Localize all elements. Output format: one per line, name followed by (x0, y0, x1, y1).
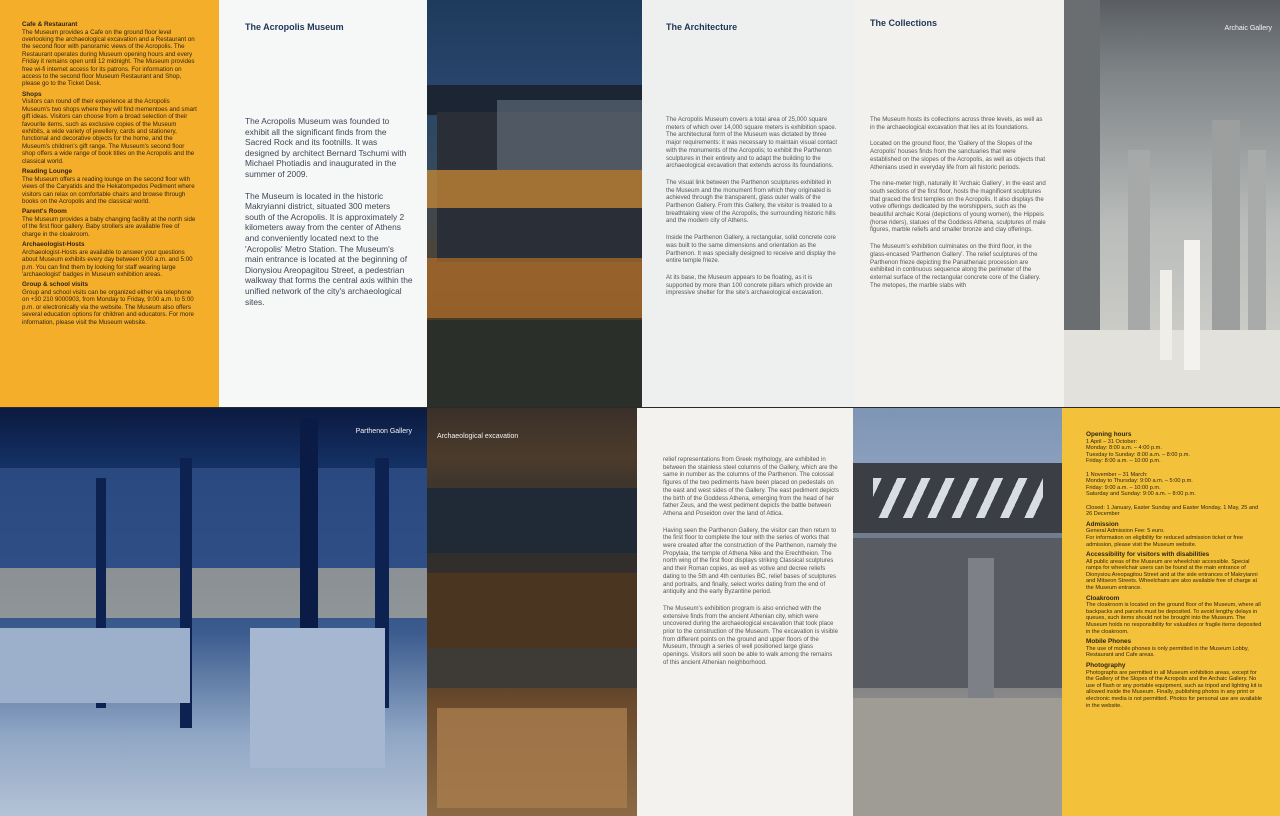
collections-panel (854, 0, 1064, 407)
continued-paragraph-2: Having seen the Parthenon Gallery, the visitor can then return to the first floor to complete the tour with the series of works that were created after the construction of the Parthenon, namely the Propylaia, the temple of Athena Nike and the Erechtheion. The north wing of the first floor displays striking Classical sculptures and their Roman copies, as well as votive and decree reliefs dating to the 5th and 4th centuries BC, relief bases of sculptures and portraits, and finally, select works dating from the end of antiquity and the early Byzantine period. (663, 526, 837, 596)
excavation-label: Archaeological excavation (437, 433, 519, 440)
collections-paragraph-1: The Museum hosts its collections across three levels, as well as in the archaeological excavation that lies at its foundations. (870, 116, 1043, 131)
info-section-line: General Admission Fee: 5 euro. (1086, 528, 1165, 535)
service-section-heading: Shops (22, 90, 42, 98)
service-section-text: The Museum provides a baby changing facility at the north side of the first floor gallery. Baby strollers are available free of charge in the cloakroom. (22, 215, 196, 238)
service-section-text: The Museum provides a Cafe on the ground floor level overlooking the archaeological excavation and a Restaurant on the second floor with panoramic views of the Acropolis. The Restaurant operates during Museum opening hours and every Friday it remains open until 12 midnight. The Museum provides free wi-fi internet access for its patrons. For information on access to the second floor Museum Restaurant and Shop, please go to the Ticket Desk. (22, 28, 195, 88)
museum-intro-panel (219, 0, 427, 407)
continued-paragraph-3: The Museum's exhibition program is also enriched with the extensive finds from the ancient Athenian city, which were uncovered during the archaeological excavation that took place prior to the construction of the Museum. The excavation is visible from different points on the ground and upper floors of the Museum, through a series of well positioned large glass openings. Visitors will soon be able to walk among the remains of this ancient Athenian neighborhood. (663, 604, 838, 666)
service-section-heading: Group & school visits (22, 281, 89, 289)
archaic-gallery-label: Archaic Gallery (1224, 25, 1272, 32)
architecture-paragraph-4: At its base, the Museum appears to be floating, as it is supported by more than 100 concrete pillars which provide an impressive shelter for the site's archaeological excavation. (666, 273, 833, 297)
visitor-info-panel (1062, 408, 1280, 816)
collections-paragraph-3: The nine-meter high, naturally lit 'Archaic Gallery', in the east and south sections of the first floor, hosts the magnificent sculptures that graced the first temples on the Acropolis. It also displays the votive offerings dedicated by the worshippers, such as the beautiful archaic Korai (depictions of young women), the Hippeis (horse riders), statues of the Goddess Athena, sculptures of male figures, marble reliefs and smaller bronze and clay offerings. (870, 180, 1046, 234)
collections-title: The Collections (870, 18, 938, 28)
info-section-line: Monday: 8:00 a.m. – 4:00 p.m. (1086, 445, 1162, 452)
architecture-paragraph-3: Inside the Parthenon Gallery, a rectangular, solid concrete core was built to the same dimensions and orientation as the Parthenon. It was specially designed to receive and display the entire temple frieze. (666, 234, 836, 265)
services-sections (22, 21, 199, 326)
info-section-line: Photographs are permitted in all Museum exhibition areas, except for the Gallery of the Slopes of the Acropolis and the Archaic Gallery. No use of flash or any portable equipment, such as tripod and lighting kit is allowed inside the Museum. Finally, publishing photos in any print or electronic media is not permitted. Photos for personal use are available in the website. (1086, 669, 1262, 709)
parthenon-gallery-label: Parthenon Gallery (355, 428, 412, 435)
info-section-heading: Accessibility for visitors with disabilities (1086, 551, 1210, 559)
architecture-title: The Architecture (666, 22, 738, 32)
info-section-line: Friday: 8:00 a.m. – 10:00 p.m. (1086, 458, 1161, 465)
service-section-heading: Archaeologist-Hosts (22, 241, 85, 249)
museum-paragraph-2: The Museum is located in the historic Makryianni district, situated 300 meters south of the Acropolis. It is approximately 2 kilometers away from the center of Athens and conveniently located next to the 'Acropolis' Metro Station. The Museum's main entrance is located at the beginning of Dionysiou Areopagitou Street, a pedestrian walkway that forms the central axis within the unified network of the city's archaeological sites. (245, 190, 413, 307)
info-section-heading: Opening hours (1086, 431, 1132, 438)
info-section-line: 1 April – 31 October: (1086, 438, 1137, 445)
info-section-line: Tuesday to Sunday: 8:00 a.m. – 8:00 p.m. (1086, 451, 1190, 458)
info-section-line: The use of mobile phones is only permitted in the Museum Lobby, Restaurant and Cafe areas. (1086, 645, 1249, 659)
architecture-panel (642, 0, 854, 407)
service-section-heading: Cafe & Restaurant (22, 21, 78, 28)
parthenon-gallery-photo (0, 408, 427, 816)
info-section-line: The cloakroom is located on the ground floor of the Museum, where all backpacks and parcels must be deposited. To avoid lengthy delays in queues, such items should not be brought into the Museum. The Museum holds no responsibility for valuables or fragile items deposited in the cloakroom. (1086, 602, 1262, 635)
architecture-paragraph-1: The Acropolis Museum covers a total area of 25,000 square meters of which over 14,000 square meters is exhibition space. The architectural form of the Museum was dictated by three major requirements: it was necessary to maintain visual contact with the monuments of the Acropolis; to exhibit the Parthenon sculptures in their entirety and to adapt the building to the archaeological excavation that extends across its foundations. (666, 116, 838, 170)
info-section-line (1086, 465, 1262, 472)
collections-paragraph-2: Located on the ground floor, the 'Gallery of the Slopes of the Acropolis' houses finds from the sanctuaries that were established on the slopes of the Acropolis, as well as objects that Athenians used in everyday life from all historic periods. (870, 140, 1046, 171)
info-section-line: For information on eligibility for reduced admission ticket or free admission, please visit the Museum website. (1086, 534, 1244, 548)
service-section-text: Visitors can round off their experience at the Acropolis Museum's two shops where they will find mementoes and smart gift ideas. Visitors can choose from a broad selection of their favourite items, such as exclusive copies of the Museum exhibits, a wide variety of jewellery, cards and stationery, functional and decorative objects for the home, and the Museum's children's gift range. The Museum's second floor shop offers a wide range of book titles on the Acropolis and the classical world. (22, 98, 197, 165)
services-panel (0, 0, 219, 407)
excavation-photo (427, 408, 637, 816)
service-section-heading: Reading Lounge (22, 168, 73, 176)
info-section-line: 1 November – 31 March: (1086, 471, 1148, 478)
info-section-line: Friday: 9:00 a.m. – 10:00 p.m. (1086, 484, 1161, 491)
info-section-line: Monday to Thursday: 9:00 a.m. – 5:00 p.m. (1086, 478, 1193, 485)
visitor-info-sections (1086, 431, 1262, 709)
museum-exterior-photo (853, 408, 1062, 816)
page-title: The Acropolis Museum (245, 22, 344, 32)
continued-paragraph-1: relief representations from Greek mythology, are exhibited in between the stainless steel columns of the Gallery, which are the same in number as the columns of the Parthenon. The colossal figures of the two pediments have been placed on pedestals on the east and west sides of the Gallery. The east pediment depicts the birth of the Goddess Athena, emerging from the head of her father Zeus, and the west pediment depicts the battle between Athena and Poseidon over the land of Attica. (663, 456, 839, 517)
info-section-line: Closed: 1 January, Easter Sunday and Easter Monday, 1 May, 25 and 26 December (1086, 504, 1259, 518)
info-section-line: Saturday and Sunday: 9:00 a.m. – 8:00 p.m. (1086, 491, 1196, 498)
service-section-text: Group and school visits can be organized either via telephone on +30 210 9000903, from Monday to Friday, 9:00 a.m. to 5:00 p.m. or electronically via the website. The Museum also offers several education options for children and educators. For more information, please visit the Museum website. (22, 288, 194, 326)
collections-paragraph-4: The Museum's exhibition culminates on the third floor, in the glass-encased 'Parthenon Gallery'. The relief sculptures of the Parthenon frieze depicting the Panathenaic procession are exhibited in continuous sequence along the perimeter of the external surface of the rectangular concrete core of the Gallery. The metopes, the marble slabs with (870, 243, 1041, 289)
architecture-paragraph-2: The visual link between the Parthenon sculptures exhibited in the Museum and the monument from which they originated is achieved through the transparent, glass outer walls of the Parthenon Gallery. From this Gallery, the visitor is treated to a breathtaking view of the Acropolis, the surrounding historic hills and the modern city of Athens. (666, 178, 836, 225)
service-section-text: The Museum offers a reading lounge on the second floor with views of the Caryatids and the Hekatompedos Pediment where visitors can relax on comfortable chairs and browse through books on the Acropolis and the classical world. (22, 175, 195, 205)
service-section-text: Archaeologist-Hosts are available to answer your questions about Museum exhibits every day between 9:00 a.m. and 5:00 p.m. You can find them by looking for staff wearing large 'archaeologist' badges in Museum exhibition areas. (22, 248, 193, 278)
collections-continued-panel (637, 408, 853, 816)
museum-building-photo (427, 0, 642, 407)
info-section-line: All public areas of the Museum are wheelchair accessible. Special ramps for wheelchair users can be found at the main entrance of Dionysiou Areopagitou Street and at the side entrances of Makryianni and Mitseon Streets. Wheelchairs are also available free of charge at the Museum entrance. (1086, 558, 1258, 592)
info-section-heading: Photography (1086, 662, 1126, 669)
info-section-heading: Cloakroom (1086, 594, 1120, 602)
info-section-line (1086, 498, 1262, 505)
archaic-gallery-photo (1064, 0, 1280, 407)
info-section-heading: Admission (1086, 520, 1119, 528)
service-section-heading: Parent's Room (22, 208, 67, 216)
museum-paragraph-1: The Acropolis Museum was founded to exhibit all the significant finds from the Sacred Rock and its footnills. It was designed by architect Bernard Tschumi with Michael Photiadis and inaugurated in the summer of 2009. (245, 116, 407, 179)
info-section-heading: Mobile Phones (1086, 638, 1132, 646)
